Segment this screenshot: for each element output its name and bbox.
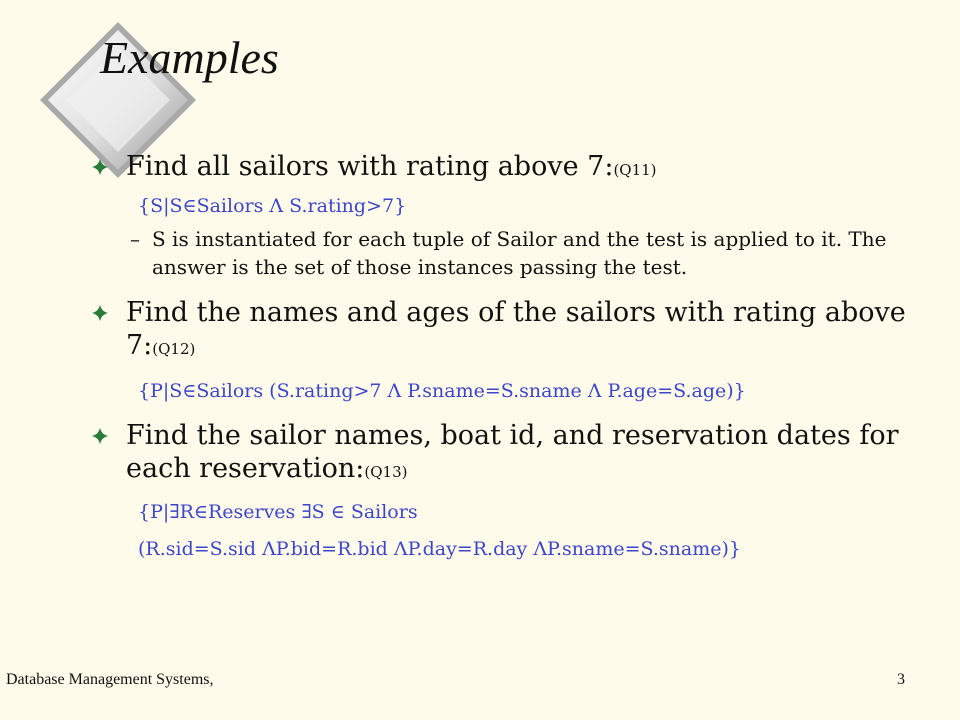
slide-body [92,150,922,563]
bullet-text: Find all sailors with rating above 7: [126,151,614,182]
formula-q13-line1: {P|∃R∈Reserves ∃S ∈ Sailors [138,501,418,523]
bullet-text: Find the names and ages of the sailors with rating above 7: [126,297,906,361]
slide-title: Examples [100,32,279,83]
page-number: 3 [897,671,905,688]
bullet-q13 [92,419,922,489]
diamond-bullet-icon [92,428,108,444]
diamond-bullet-icon [92,305,108,321]
bullet-text: Find the sailor names, boat id, and reservation dates for each reservation: [126,420,899,484]
formula-q11: {S|S∈Sailors Λ S.rating>7} [138,195,407,217]
bullet-q12 [92,296,922,366]
bullet-q11 [92,150,922,187]
formula-q13-line2: (R.sid=S.sid ΛP.bid=R.bid ΛP.day=R.day ΛP.sname=S.sname)} [138,538,741,560]
query-ref: (Q11) [613,161,657,179]
note-text: S is instantiated for each tuple of Sailor and the test is applied to it. The answer is the set of those instances passing the test. [152,227,887,279]
query-ref: (Q12) [152,340,196,358]
formula-q12: {P|S∈Sailors (S.rating>7 Λ P.sname=S.sname Λ P.age=S.age)} [138,380,746,402]
note-q11 [92,225,922,281]
footer-course: Database Management Systems, [6,671,214,688]
diamond-bullet-icon [92,159,108,175]
query-ref: (Q13) [364,463,408,481]
dash-marker: – [130,227,140,251]
